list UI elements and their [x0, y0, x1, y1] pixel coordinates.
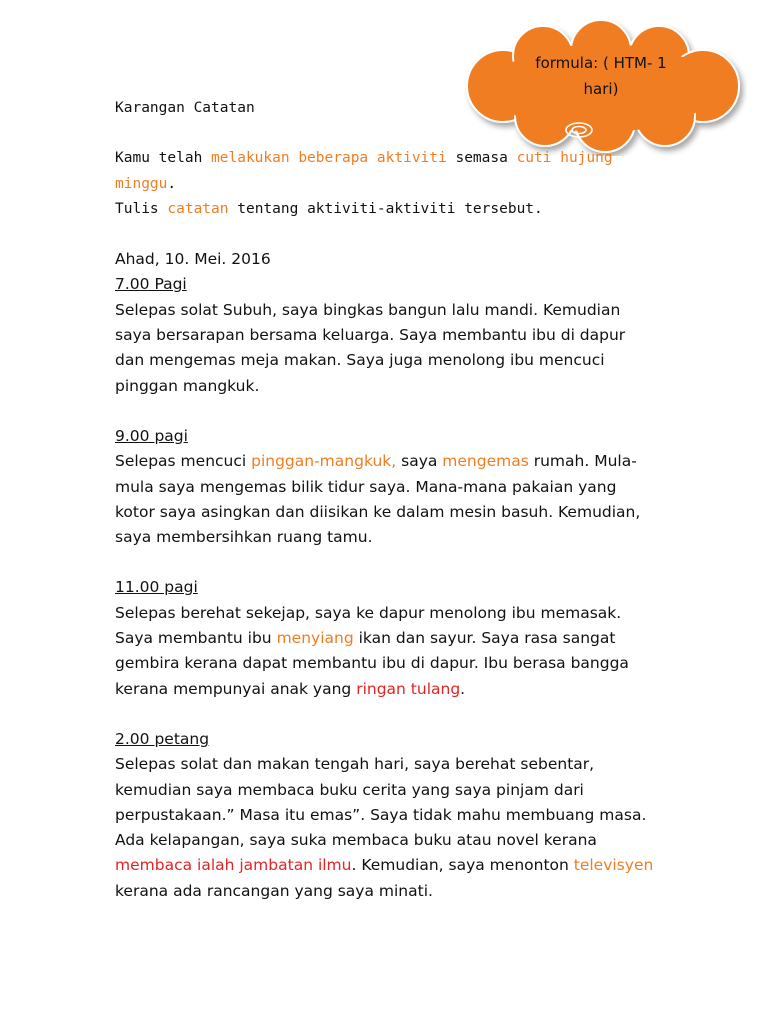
callout-line-1: formula: ( HTM- 1: [535, 54, 667, 72]
entry-line: Selepas solat Subuh, saya bingkas bangun lalu mandi. Kemudian: [115, 300, 621, 319]
highlight-phrase: melakukan beberapa aktiviti: [211, 150, 447, 167]
highlight-phrase: minggu: [115, 175, 168, 192]
entry-text: ikan dan sayur. Saya rasa sangat: [353, 629, 616, 648]
highlight-phrase: menyiang: [276, 629, 354, 648]
task-text: tentang aktiviti-aktiviti tersebut.: [228, 200, 543, 217]
task-line-1: [115, 146, 735, 171]
entry-line: gembira kerana dapat membantu ibu di dapur. Ibu berasa bangga: [115, 654, 629, 673]
highlight-phrase: mengemas: [442, 452, 529, 471]
entry-text: .: [460, 679, 466, 698]
entry-line: dan mengemas meja makan. Saya juga menolong ibu mencuci: [115, 351, 605, 370]
entry-line: Selepas berehat sekejap, saya ke dapur menolong ibu memasak.: [115, 603, 622, 622]
task-text: Kamu telah: [115, 150, 212, 167]
entry-line: [115, 853, 735, 878]
entry-line: Selepas solat dan makan tengah hari, saya berehat sebentar,: [115, 755, 595, 774]
entry-line: saya bersarapan bersama keluarga. Saya membantu ibu di dapur: [115, 326, 626, 345]
entry-time: 11.00 pagi: [115, 578, 198, 597]
highlight-phrase: pinggan-mangkuk,: [251, 452, 397, 471]
entry-line: mula saya mengemas bilik tidur saya. Mana-mana pakaian yang: [115, 477, 617, 496]
entry-line: saya membersihkan ruang tamu.: [115, 528, 373, 547]
entry-text: Selepas mencuci: [115, 452, 252, 471]
entry-text: kerana mempunyai anak yang: [115, 679, 357, 698]
highlight-phrase: cuti hujung: [516, 150, 613, 167]
entry-line: [115, 677, 735, 702]
task-line-2: [115, 172, 735, 197]
entry-time: 9.00 pagi: [115, 426, 188, 445]
entry-text: . Kemudian, saya menonton: [351, 856, 574, 875]
entry-line: kotor saya asingkan dan diisikan ke dalam mesin basuh. Kemudian,: [115, 502, 641, 521]
entry-line: pinggan mangkuk.: [115, 376, 260, 395]
entry-time: 2.00 petang: [115, 729, 210, 748]
entry-text: saya: [396, 452, 443, 471]
task-line-3: [115, 197, 735, 222]
task-text: Tulis: [115, 200, 168, 217]
highlight-phrase: ringan tulang: [356, 679, 461, 698]
task-text: .: [167, 175, 177, 192]
entry-line: [115, 626, 735, 651]
entry-text: Saya membantu ibu: [115, 629, 277, 648]
entry-line: kerana ada rancangan yang saya minati.: [115, 881, 433, 900]
document-body: [115, 96, 735, 904]
highlight-phrase: catatan: [167, 200, 229, 217]
entry-line: perpustakaan.” Masa itu emas”. Saya tidak mahu membuang masa.: [115, 805, 647, 824]
entry-date: Ahad, 10. Mei. 2016: [115, 250, 271, 269]
entry-line: kemudian saya membaca buku cerita yang saya pinjam dari: [115, 780, 584, 799]
task-text: semasa: [446, 150, 517, 167]
entry-text: rumah. Mula-: [528, 452, 637, 471]
highlight-phrase: televisyen: [573, 856, 654, 875]
highlight-phrase: membaca ialah jambatan ilmu: [115, 856, 352, 875]
entry-time: 7.00 Pagi: [115, 275, 187, 294]
callout-line-2: hari): [583, 80, 619, 98]
page-title: Karangan Catatan: [115, 100, 255, 116]
entry-line: [115, 449, 735, 474]
cloud-callout-text: [455, 50, 747, 102]
entry-line: Ada kelapangan, saya suka membaca buku atau novel kerana: [115, 831, 597, 850]
